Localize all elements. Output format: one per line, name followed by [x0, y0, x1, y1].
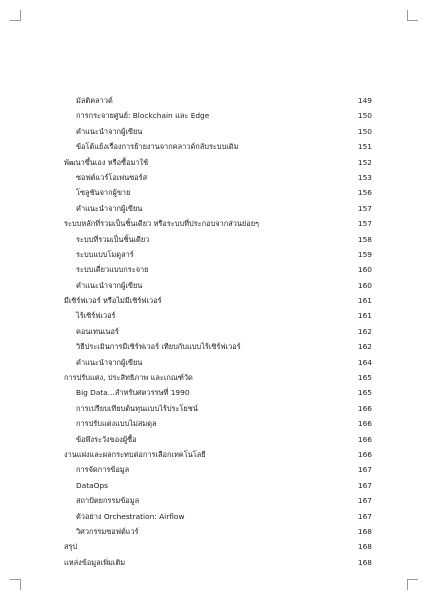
toc-entry-title: โซลูชันจากผู้ขาย	[76, 188, 131, 198]
toc-entry-page-number: 156	[357, 188, 372, 198]
toc-entry	[64, 124, 372, 139]
toc-entry-title: คำแนะนำจากผู้เขียน	[76, 280, 143, 290]
toc-entry	[64, 262, 372, 277]
toc-entry-page-number: 161	[357, 296, 372, 306]
toc-entry-title: มีเซิร์ฟเวอร์ หรือไม่มีเซิร์ฟเวอร์	[64, 296, 162, 306]
toc-entry	[64, 139, 372, 154]
toc-entry-page-number: 150	[357, 111, 372, 121]
toc-entry-title: การเปรียบเทียบต้นทุนแบบไร้ประโยชน์	[76, 403, 198, 413]
toc-entry	[64, 478, 372, 493]
toc-entry	[64, 385, 372, 400]
toc-entry-title: ระบบเดี่ยวแบบกระจาย	[76, 265, 149, 275]
toc-entry-page-number: 162	[357, 342, 372, 352]
toc-entry-title: คำแนะนำจากผู้เขียน	[76, 203, 143, 213]
toc-entry-title: วิธีประเมินการมีเซิร์ฟเวอร์ เทียบกับแบบไร้เซิร์ฟเวอร์	[76, 342, 241, 352]
toc-entry-title: พัฒนาขึ้นเอง หรือซื้อมาใช้	[64, 157, 149, 167]
toc-entry-page-number: 162	[357, 326, 372, 336]
toc-entry-title: สถาปัตยกรรมข้อมูล	[76, 496, 140, 506]
toc-entry-title: คำแนะนำจากผู้เขียน	[76, 126, 143, 136]
toc-entry-page-number: 167	[357, 465, 372, 475]
toc-entry-title: วิศวกรรมซอฟต์แวร์	[76, 526, 139, 536]
toc-entry-page-number: 152	[357, 157, 372, 167]
toc-entry	[64, 539, 372, 554]
toc-entry-page-number: 167	[357, 496, 372, 506]
toc-entry	[64, 462, 372, 477]
toc-entry-title: DataOps	[76, 480, 109, 490]
toc-entry	[64, 447, 372, 462]
crop-mark-top-right	[407, 10, 418, 21]
toc-entry-title: ข้อพึงระวังของผู้ซื้อ	[76, 434, 137, 444]
toc-entry	[64, 216, 372, 231]
toc-entry-page-number: 159	[357, 249, 372, 259]
toc-entry-page-number: 160	[357, 280, 372, 290]
toc-entry-title: Big Data...สำหรับศตวรรษที่ 1990	[76, 388, 190, 398]
toc-entry	[64, 416, 372, 431]
toc-entry	[64, 524, 372, 539]
crop-mark-bottom-left	[10, 579, 21, 590]
toc-entry-page-number: 153	[357, 172, 372, 182]
toc-entry-page-number: 157	[357, 219, 372, 229]
toc-entry	[64, 355, 372, 370]
toc-entry-title: ซอฟต์แวร์โอเพ่นซอร์ส	[76, 172, 148, 182]
toc-entry-page-number: 161	[357, 311, 372, 321]
toc-entry-page-number: 160	[357, 265, 372, 275]
toc-entry	[64, 324, 372, 339]
toc-entry	[64, 432, 372, 447]
toc-entry-page-number: 150	[357, 126, 372, 136]
toc-entry-page-number: 166	[357, 434, 372, 444]
toc-entry-title: งานแฝงและผลกระทบต่อการเลือกเทคโนโลยี	[64, 449, 206, 459]
toc-entry-title: การจัดการข้อมูล	[76, 465, 130, 475]
toc-entry-page-number: 167	[357, 511, 372, 521]
toc-entry-page-number: 158	[357, 234, 372, 244]
toc-entry-title: ตัวอย่าง Orchestration: Airflow	[76, 511, 185, 521]
toc-entry-page-number: 149	[357, 96, 372, 105]
crop-mark-bottom-right	[407, 579, 418, 590]
toc-entry-page-number: 168	[357, 542, 372, 552]
toc-entry	[64, 339, 372, 354]
toc-entry-title: การกระจายศูนย์: Blockchain และ Edge	[76, 111, 210, 121]
toc-entry-page-number: 166	[357, 403, 372, 413]
toc-entry-page-number: 157	[357, 203, 372, 213]
toc-entry	[64, 293, 372, 308]
toc-entry-title: การปรับแต่ง, ประสิทธิภาพ และเกณฑ์วัด	[64, 373, 193, 383]
toc-entry	[64, 185, 372, 200]
toc-entry	[64, 493, 372, 508]
toc-entry-title: คำแนะนำจากผู้เขียน	[76, 357, 143, 367]
toc-entry	[64, 555, 372, 570]
toc-entry-title: คอนเทนเนอร์	[76, 326, 119, 336]
toc-entry-page-number: 165	[357, 373, 372, 383]
toc-entry-title: แหล่งข้อมูลเพิ่มเติม	[64, 557, 126, 567]
toc-entry-title: มัลติคลาวด์	[76, 96, 113, 105]
toc-entry-title: ระบบที่รวมเป็นชิ้นเดียว	[76, 234, 150, 244]
toc-entry	[64, 108, 372, 123]
toc-entry-title: ระบบหลักที่รวมเป็นชิ้นเดียว หรือระบบที่ประกอบจากส่วนย่อยๆ	[64, 219, 259, 229]
toc-entry-page-number: 165	[357, 388, 372, 398]
toc-entry	[64, 509, 372, 524]
toc-entry	[64, 232, 372, 247]
toc-entry-title: ระบบแบบโมดูลาร์	[76, 249, 134, 259]
toc-entry	[64, 278, 372, 293]
toc-entry	[64, 170, 372, 185]
toc-entry	[64, 401, 372, 416]
toc-entry-page-number: 166	[357, 419, 372, 429]
toc-entry-page-number: 166	[357, 449, 372, 459]
toc-entry-title: ข้อโต้แย้งเรื่องการย้ายงานจากคลาวด์กลับระบบเดิม	[76, 142, 239, 152]
toc-entry	[64, 201, 372, 216]
toc-entry-title: ไร้เซิร์ฟเวอร์	[76, 311, 116, 321]
toc-entry-page-number: 168	[357, 557, 372, 567]
toc-entry	[64, 155, 372, 170]
toc-entry-page-number: 168	[357, 526, 372, 536]
toc-entry	[64, 308, 372, 323]
table-of-contents	[64, 93, 372, 570]
toc-entry	[64, 370, 372, 385]
toc-entry-title: การปรับแต่งแบบไม่สมดุล	[76, 419, 157, 429]
toc-entry-page-number: 167	[357, 480, 372, 490]
crop-mark-top-left	[10, 10, 21, 21]
toc-entry-title: สรุป	[64, 542, 78, 552]
toc-entry	[64, 93, 372, 108]
toc-entry	[64, 247, 372, 262]
toc-entry-page-number: 151	[357, 142, 372, 152]
toc-entry-page-number: 164	[357, 357, 372, 367]
